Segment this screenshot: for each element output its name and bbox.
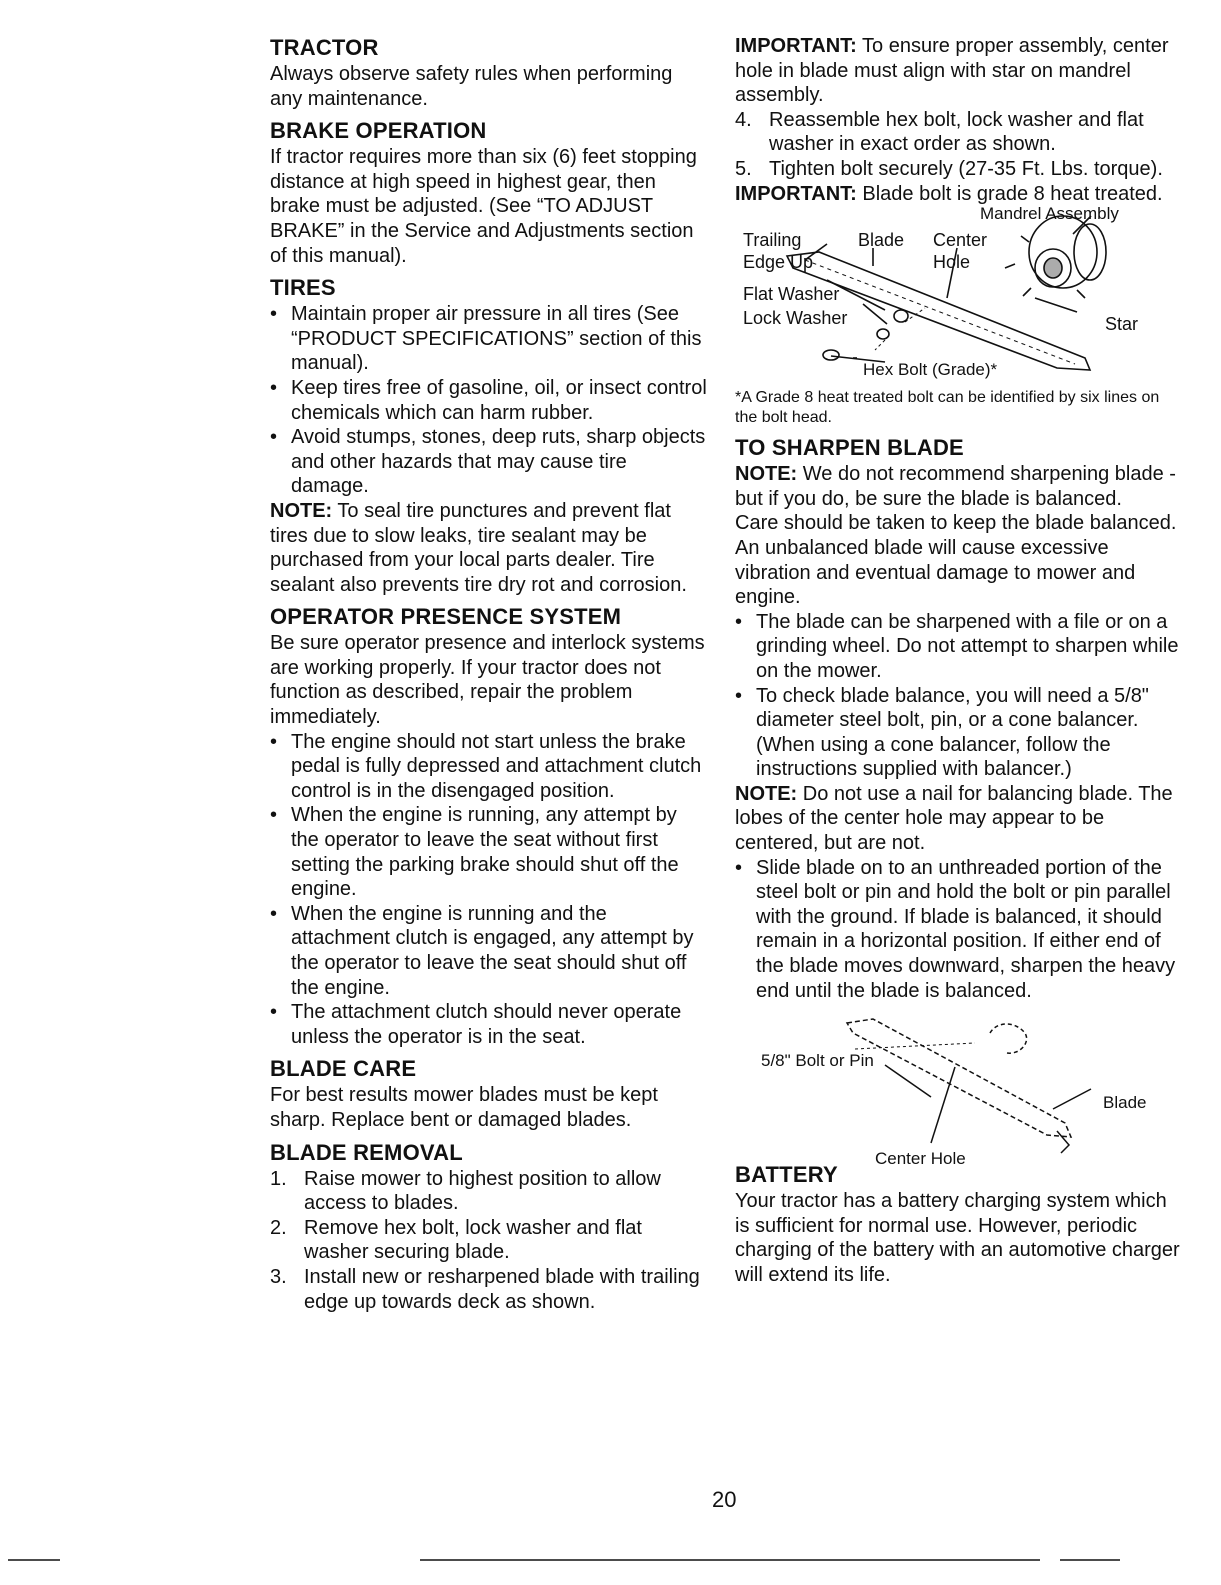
sharpen-list-2: [735, 856, 1180, 1004]
step-number: 1.: [270, 1167, 287, 1190]
section-tractor: [270, 34, 710, 111]
label-edge-up: Edge Up: [743, 252, 814, 273]
section-sharpen-blade: [735, 434, 1180, 1003]
step-text: Tighten bolt securely (27-35 Ft. Lbs. torque).: [769, 157, 1163, 180]
step-number: 4.: [735, 108, 752, 131]
heading-operator-presence: OPERATOR PRESENCE SYSTEM: [270, 604, 622, 630]
list-item: • Slide blade on to an unthreaded portion of the steel bolt or pin and hold the bolt or pin parallel with the ground. If blade is balanced, it should remain in a horizontal position. If either end of the blade moves downward, sharpen the heavy end until the blade is balanced.: [735, 856, 1180, 1004]
step-text: Remove hex bolt, lock washer and flat washer securing blade.: [304, 1216, 642, 1264]
step-text: Raise mower to highest position to allow access to blades.: [304, 1167, 661, 1215]
step-text: Install new or resharpened blade with trailing edge up towards deck as shown.: [304, 1265, 700, 1313]
list-item: [735, 108, 1180, 157]
heading-blade-removal: BLADE REMOVAL: [270, 1139, 463, 1165]
heading-tires: TIRES: [270, 275, 336, 301]
heading-battery: BATTERY: [735, 1162, 838, 1188]
note-text: To seal tire punctures and prevent flat tires due to slow leaks, tire sealant may be purchased from your local parts dealer. Tire sealant also prevents tire dry rot and corrosion.: [270, 499, 687, 596]
lock-washer-shape: [877, 329, 889, 339]
list-item: • When the engine is running, any attempt by the operator to leave the seat without first setting the parking brake should shut off the engine.: [270, 803, 710, 901]
reassembly-steps: [735, 108, 1180, 182]
note-label: NOTE:: [735, 463, 798, 486]
ops-text: Be sure operator presence and interlock systems are working properly. If your tractor does not function as described, repair the problem immediately.: [270, 632, 705, 729]
page-number: 20: [712, 1487, 737, 1512]
important-text: Blade bolt is grade 8 heat treated.: [856, 182, 1163, 205]
note-label: NOTE:: [735, 782, 798, 805]
section-tires: [270, 274, 710, 597]
blade-removal-steps: [270, 1167, 710, 1315]
list-item: [270, 1216, 710, 1265]
important-label: IMPORTANT:: [735, 35, 857, 57]
heading-sharpen-blade: TO SHARPEN BLADE: [735, 435, 964, 461]
label-star: Star: [1105, 314, 1139, 335]
list-item: • Maintain proper air pressure in all tires (See “PRODUCT SPECIFICATIONS” section of this manual).: [270, 302, 710, 376]
label-hex-bolt: Hex Bolt (Grade)*: [863, 360, 998, 380]
important-text: To ensure proper assembly, center hole in blade must align with star on mandrel assembly.: [735, 35, 1169, 107]
label-center: Center: [933, 230, 988, 251]
battery-text: Your tractor has a battery charging system which is sufficient for normal use. However, periodic charging of the battery with an automotive charger will extend its life.: [735, 1190, 1180, 1286]
bottom-scan-line: [0, 1558, 1221, 1562]
important-note-1: [735, 34, 1180, 108]
blade-assembly-diagram: [735, 204, 1165, 386]
sharpen-note-1: [735, 462, 1180, 511]
note-text: Do not use a nail for balancing blade. The lobes of the center hole may appear to be centered, but are not.: [735, 782, 1173, 855]
heading-blade-care: BLADE CARE: [270, 1056, 417, 1082]
grade-footnote: *A Grade 8 heat treated bolt can be identified by six lines on the bolt head.: [735, 389, 1160, 427]
list-item: [270, 1167, 710, 1216]
heading-tractor: TRACTOR: [270, 35, 379, 60]
label-balance-blade: Blade: [1103, 1093, 1147, 1113]
step-number: 5.: [735, 157, 752, 180]
tires-list: [270, 302, 710, 499]
label-mandrel-assembly: Mandrel Assembly: [980, 204, 1119, 224]
step-number: 2.: [270, 1216, 287, 1239]
step-number: 3.: [270, 1265, 287, 1288]
blade-balance-illustration: [735, 1013, 1175, 1163]
list-item: [735, 157, 1180, 182]
list-item: • The attachment clutch should never operate unless the operator is in the seat.: [270, 1000, 710, 1049]
section-blade-care: [270, 1055, 710, 1132]
section-brake-operation: [270, 117, 710, 268]
label-bolt-or-pin: 5/8" Bolt or Pin: [761, 1051, 874, 1071]
tires-note: [270, 499, 710, 597]
list-item: • Avoid stumps, stones, deep ruts, sharp objects and other hazards that may cause tire damage.: [270, 425, 710, 499]
section-blade-removal: [270, 1139, 710, 1315]
note-label: NOTE:: [270, 499, 333, 522]
label-hole: Hole: [933, 252, 971, 273]
right-column: [735, 34, 1180, 1288]
label-flat-washer: Flat Washer: [743, 284, 840, 305]
important-label: IMPORTANT:: [735, 182, 857, 205]
heading-brake-operation: BRAKE OPERATION: [270, 118, 487, 144]
balance-blade-shape: [847, 1019, 1071, 1137]
brake-text: If tractor requires more than six (6) feet stopping distance at high speed in highest gear, then brake must be adjusted. (See “TO ADJUST BRAKE” in the Service and Adjustments section of this manual).: [270, 146, 697, 267]
left-column: [270, 34, 710, 1314]
list-item: • When the engine is running and the attachment clutch is engaged, any attempt by the operator to leave the seat should shut off the engine.: [270, 902, 710, 1000]
note-text: We do not recommend sharpening blade - but if you do, be sure the blade is balanced.: [735, 463, 1176, 510]
label-trailing: Trailing: [743, 230, 802, 251]
label-blade: Blade: [858, 230, 905, 251]
blade-care-text: For best results mower blades must be kept sharp. Replace bent or damaged blades.: [270, 1084, 658, 1131]
list-item: • Keep tires free of gasoline, oil, or insect control chemicals which can harm rubber.: [270, 376, 710, 425]
label-center-hole: Center Hole: [875, 1149, 966, 1169]
section-operator-presence: [270, 603, 710, 1049]
list-item: • The engine should not start unless the brake pedal is fully depressed and attachment clutch control is in the disengaged position.: [270, 730, 710, 804]
flat-washer-shape: [894, 310, 908, 322]
ops-list: [270, 730, 710, 1050]
step-text: Reassemble hex bolt, lock washer and flat washer in exact order as shown.: [769, 108, 1144, 156]
sharpen-text: Care should be taken to keep the blade balanced. An unbalanced blade will cause excessive vibration and eventual damage to mower and engine.: [735, 512, 1177, 609]
sharpen-list: [735, 610, 1180, 782]
list-item: • To check blade balance, you will need a 5/8" diameter steel bolt, pin, or a cone balancer. (When using a cone balancer, follow the instructions supplied with balancer.): [735, 684, 1180, 782]
sharpen-note-2: [735, 782, 1180, 856]
important-note-2: [735, 182, 1180, 207]
battery-heading-row: [735, 1149, 1180, 1189]
blade-balance-diagram: [735, 1013, 1175, 1163]
list-item: [270, 1265, 710, 1314]
label-lock-washer: Lock Washer: [743, 308, 848, 329]
list-item: • The blade can be sharpened with a file or on a grinding wheel. Do not attempt to sharpen while on the mower.: [735, 610, 1180, 684]
tractor-text: Always observe safety rules when performing any maintenance.: [270, 63, 673, 110]
